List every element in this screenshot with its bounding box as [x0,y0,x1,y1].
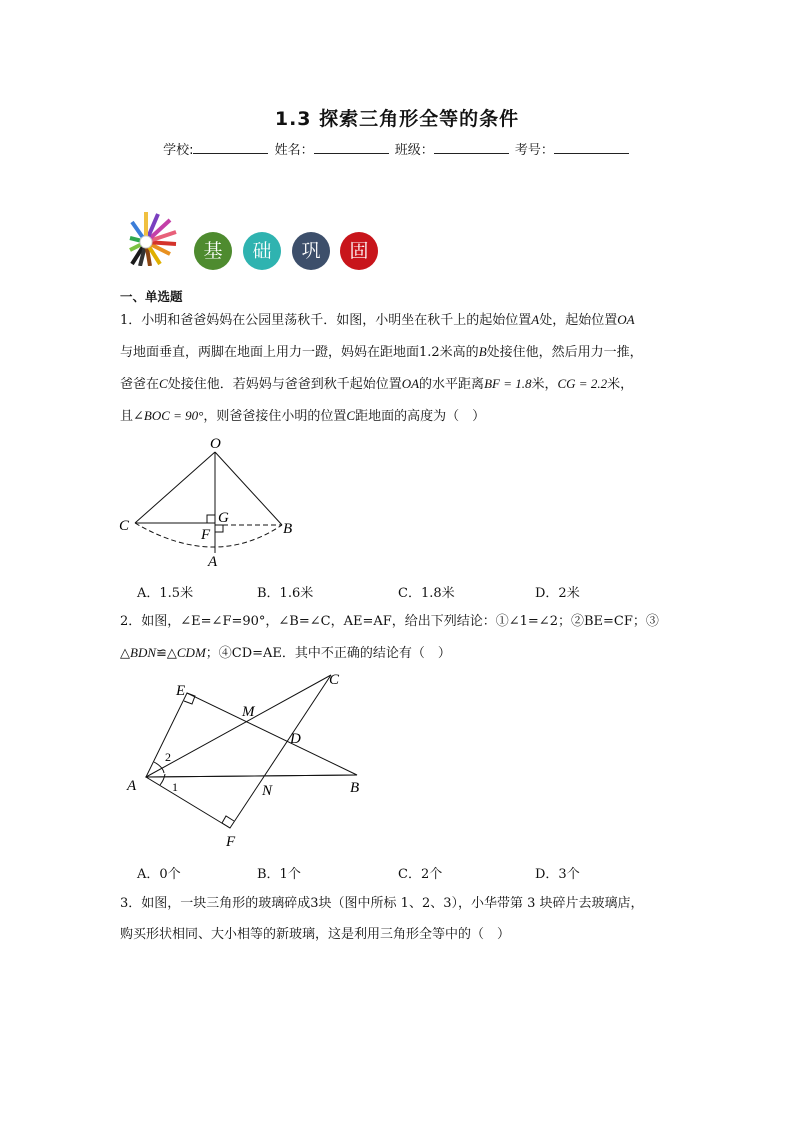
q2-label-b: B [350,780,360,796]
q2-label-a: A [127,778,137,794]
q2-option-c[interactable]: C．2个 [398,867,443,882]
name-label: 姓名： [274,143,314,158]
question-1 [120,304,680,432]
q2-option-a[interactable]: A．0个 [137,867,181,882]
q1-label-a: A [208,554,218,570]
q1-label-g: G [218,510,229,526]
q3-line-1: 3．如图，一块三角形的玻璃碎成3块（图中所标 1、2、3），小华带第 3 块碎片去玻璃店， [120,896,644,911]
q1-label-f: F [201,527,211,543]
q1-label-o: O [210,436,221,452]
exam-number-blank[interactable] [554,140,629,154]
q2-line-2: △BDN≌△CDM；④CD=AE．其中不正确的结论有（ ） [120,645,451,661]
name-blank[interactable] [314,140,389,154]
q2-label-angle-1: 1 [172,780,178,794]
school-blank[interactable] [193,140,268,154]
pencils-logo-icon [128,208,190,266]
q1-line-2: 与地面垂直，两脚在地面上用力一蹬，妈妈在距地面1.2米高的B处接住他，然后用力一推， [120,344,643,360]
q2-option-b[interactable]: B．1个 [257,867,301,882]
section-heading: 一、单选题 [120,289,183,304]
q1-line-4: 且∠BOC = 90°，则爸爸接住小明的位置C距地面的高度为（ ） [120,408,486,424]
q2-label-f: F [226,834,236,850]
student-info-line [0,139,794,158]
class-label: 班级： [394,143,434,158]
q1-line-3: 爸爸在C处接住他．若妈妈与爸爸到秋千起始位置OA的水平距离BF = 1.8米，CG = 2.2米， [120,376,634,392]
question-3 [120,888,680,950]
q2-label-c: C [329,672,340,688]
q2-label-n: N [262,783,273,799]
q1-option-a[interactable]: A．1.5米 [137,586,194,601]
banner-badge-gu: 固 [340,232,378,270]
q2-label-d: D [290,731,301,747]
q2-label-e: E [176,683,186,699]
banner-badge-gong: 巩 [292,232,330,270]
exam-number-label: 考号： [514,143,554,158]
q2-line-1: 2．如图，∠E=∠F=90°，∠B=∠C，AE=AF，给出下列结论：①∠1=∠2；②BE=CF；③ [120,614,659,629]
q1-line-1: 1．小明和爸爸妈妈在公园里荡秋千．如图，小明坐在秋千上的起始位置A处，起始位置OA [120,312,635,328]
page-title: 1.3 探索三角形全等的条件 [274,108,520,130]
q2-option-d[interactable]: D．3个 [535,867,580,882]
q2-triangles-figure [120,668,380,853]
banner-badge-chu: 础 [243,232,281,270]
school-label: 学校: [163,143,194,158]
q1-label-b: B [283,521,293,537]
question-2 [120,606,680,669]
q1-label-c: C [119,518,130,534]
q2-label-m: M [242,704,255,720]
q1-swing-figure [110,430,310,572]
q1-option-b[interactable]: B．1.6米 [257,586,314,601]
q1-option-c[interactable]: C．1.8米 [398,586,455,601]
q2-label-angle-2: 2 [165,750,171,764]
q1-option-d[interactable]: D．2米 [535,586,580,601]
class-blank[interactable] [434,140,509,154]
q3-line-2: 购买形状相同、大小相等的新玻璃，这是利用三角形全等中的（ ） [120,927,511,942]
banner-badge-ji: 基 [194,232,232,270]
